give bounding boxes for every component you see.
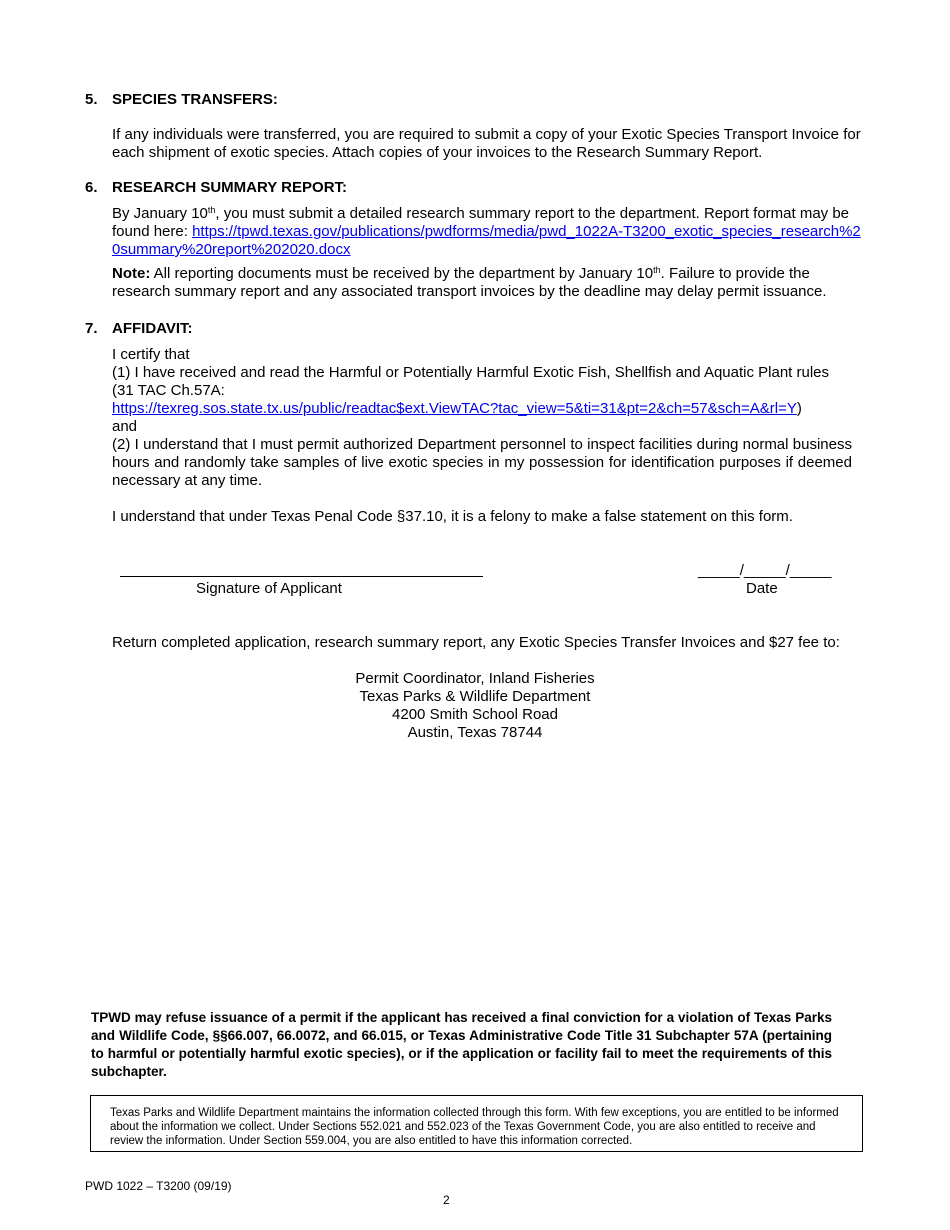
section-6-note — [112, 265, 872, 301]
section-6-number: 6. — [85, 179, 98, 196]
section-7-title: AFFIDAVIT: — [112, 320, 193, 337]
affidavit-item-2: (2) I understand that I must permit authorized Department personnel to inspect facilities during normal business hours and randomly take samples of live exotic species in my possession for identification purposes if deemed necessary at any time. — [112, 436, 852, 489]
note-text-start: All reporting documents must be received by the department by January 10 — [150, 265, 654, 282]
section-7-number: 7. — [85, 320, 98, 337]
affidavit-item-1-link-line — [112, 400, 802, 418]
section-6-body-start: By January 10 — [112, 205, 208, 222]
section-6-body-rest: , you must submit a detailed research summary report to the department. Report format may be found here: — [112, 205, 850, 240]
privacy-notice-text: Texas Parks and Wildlife Department maintains the information collected through this form. With few exceptions, you are entitled to be informed about the information we collect. Under Sections 552.021 and 552.023 of the Texas Government Code, you are also entitled to receive and review the information. Under Section 559.004, you are also entitled to have this information corrected. — [110, 1107, 839, 1147]
certify-text: I certify that — [112, 346, 190, 363]
note-sup: th — [653, 265, 661, 275]
note-label: Note: — [112, 265, 151, 282]
form-id: PWD 1022 – T3200 (09/19) — [85, 1179, 232, 1193]
and-text: and — [112, 418, 138, 435]
section-5-title: SPECIES TRANSFERS: — [112, 91, 278, 108]
date-label: Date — [746, 580, 778, 597]
report-format-link[interactable]: https://tpwd.texas.gov/publications/pwdforms/media/pwd_1022A-T3200_exotic_species_research%20summary%20report%202020.docx — [112, 223, 861, 258]
address-line: Austin, Texas 78744 — [407, 724, 543, 741]
link-close-paren: ) — [796, 400, 802, 417]
section-6-title: RESEARCH SUMMARY REPORT: — [112, 179, 348, 196]
signature-label: Signature of Applicant — [196, 580, 342, 597]
section-6-sup: th — [207, 205, 216, 215]
tac-rules-link[interactable]: https://texreg.sos.state.tx.us/public/readtac$ext.ViewTAC?tac_view=5&ti=31&pt=2&ch=57&sch=A&rl=Y — [112, 400, 797, 417]
section-6-body — [112, 205, 867, 259]
privacy-notice-box — [90, 1095, 863, 1152]
mailing-address — [275, 670, 675, 742]
page-number: 2 — [443, 1193, 450, 1207]
note-text-rest: . Failure to provide the research summary report and any associated transport invoices by the deadline may delay permit issuance. — [112, 265, 827, 300]
section-5-body: If any individuals were transferred, you are required to submit a copy of your Exotic Species Transport Invoice for each shipment of exotic species. Attach copies of your invoices to the Research Summary Report. — [112, 126, 861, 161]
address-line: Texas Parks & Wildlife Department — [359, 688, 591, 705]
permit-refusal-disclaimer: TPWD may refuse issuance of a permit if the applicant has received a final conviction for a violation of Texas Parks and Wildlife Code, §§66.007, 66.0072, and 66.015, or Texas Administrative Code Title 31 Subchapter 57A (pertaining to harmful or potentially harmful exotic species), or if the application or facility fail to meet the requirements of this subchapter. — [91, 1010, 832, 1079]
address-line: 4200 Smith School Road — [392, 706, 558, 723]
penal-code-statement: I understand that under Texas Penal Code §37.10, it is a felony to make a false statement on this form. — [112, 508, 793, 525]
signature-line[interactable] — [120, 576, 483, 577]
affidavit-item-1: (1) I have received and read the Harmful or Potentially Harmful Exotic Fish, Shellfish and Aquatic Plant rules (31 TAC Ch.57A: — [112, 364, 830, 399]
address-line: Permit Coordinator, Inland Fisheries — [355, 670, 595, 687]
return-instructions: Return completed application, research summary report, any Exotic Species Transfer Invoices and $27 fee to: — [112, 634, 840, 651]
date-blank[interactable]: _____/_____/_____ — [698, 562, 832, 579]
section-5-number: 5. — [85, 91, 98, 108]
